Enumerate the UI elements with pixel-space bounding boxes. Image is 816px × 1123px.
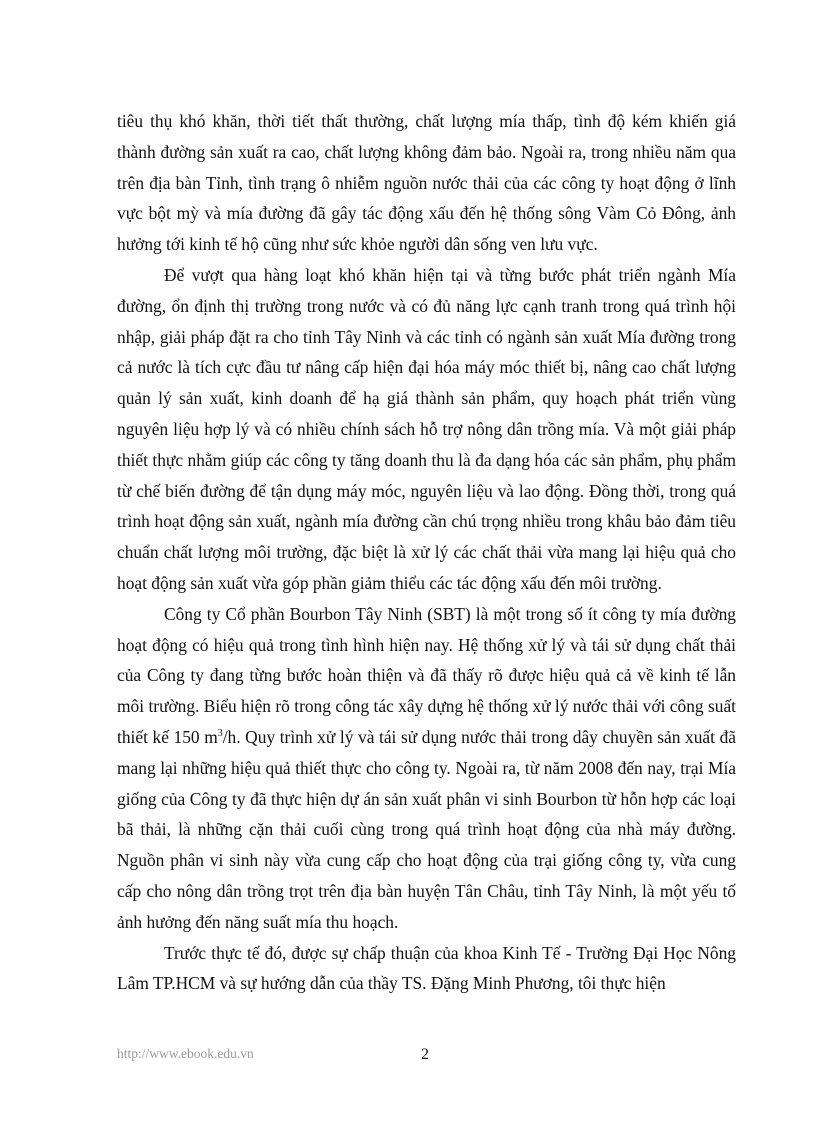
- paragraph-3-part-2: /h. Quy trình xử lý và tái sử dụng nước thải trong dây chuyền sản xuất đã mang lại những hiệu quả thiết thực cho công ty. Ngoài ra, từ năm 2008 đến nay, trại Mía giống của Công ty đã thực hiện dự án sản xuất phân vi sinh Bourbon từ hỗn hợp các loại bã thải, là những cặn thải cuối cùng trong quá trình hoạt động của nhà máy đường. Nguồn phân vi sinh này vừa cung cấp cho hoạt động của trại giống công ty, vừa cung cấp cho nông dân trồng trọt trên địa bàn huyện Tân Châu, tỉnh Tây Ninh, là một yếu tố ảnh hưởng đến năng suất mía thu hoạch.: [117, 726, 736, 932]
- paragraph-3-part-1: Công ty Cổ phần Bourbon Tây Ninh (SBT) là một trong số ít công ty mía đường hoạt động có hiệu quả trong tình hình hiện nay. Hệ thống xử lý và tái sử dụng chất thải của Công ty đang từng bước hoàn thiện và đã thấy rõ được hiệu quả cả về kinh tế lẫn môi trường. Biểu hiện rõ trong công tác xây dựng hệ thống xử lý nước thải với công suất thiết kế 150 m: [117, 603, 736, 747]
- paragraph-3: [117, 599, 736, 938]
- paragraph-4: Trước thực tế đó, được sự chấp thuận của khoa Kinh Tế - Trường Đại Học Nông Lâm TP.HCM và sự hướng dẫn của thầy TS. Đặng Minh Phương, tôi thực hiện: [117, 942, 736, 994]
- footer-url: http://www.ebook.edu.vn: [117, 1046, 254, 1061]
- page-footer: [117, 1046, 736, 1068]
- paragraph-1: tiêu thụ khó khăn, thời tiết thất thường, chất lượng mía thấp, tình độ kém khiến giá thành đường sản xuất ra cao, chất lượng không đảm bảo. Ngoài ra, trong nhiều năm qua trên địa bàn Tỉnh, tình trạng ô nhiễm nguồn nước thải của các công ty hoạt động ở lĩnh vực bột mỳ và mía đường đã gây tác động xấu đến hệ thống sông Vàm Cỏ Đông, ảnh hưởng tới kinh tế hộ cũng như sức khỏe người dân sống ven lưu vực.: [117, 111, 736, 255]
- paragraph-2: Để vượt qua hàng loạt khó khăn hiện tại và từng bước phát triển ngành Mía đường, ổn định thị trường trong nước và có đủ năng lực cạnh tranh trong quá trình hội nhập, giải pháp đặt ra cho tỉnh Tây Ninh và các tỉnh có ngành sản xuất Mía đường trong cả nước là tích cực đầu tư nâng cấp hiện đại hóa máy móc thiết bị, nâng cao chất lượng quản lý sản xuất, kinh doanh để hạ giá thành sản phẩm, quy hoạch phát triển vùng nguyên liệu hợp lý và có nhiều chính sách hỗ trợ nông dân trồng mía. Và một giải pháp thiết thực nhằm giúp các công ty tăng doanh thu là đa dạng hóa các sản phẩm, phụ phẩm từ chế biến đường để tận dụng máy móc, nguyên liệu và lao động. Đồng thời, trong quá trình hoạt động sản xuất, ngành mía đường cần chú trọng nhiều trong khâu bảo đảm tiêu chuẩn chất lượng môi trường, đặc biệt là xử lý các chất thải vừa mang lại hiệu quả cho hoạt động sản xuất vừa góp phần giảm thiểu các tác động xấu đến môi trường.: [117, 264, 736, 593]
- superscript-cubic: 3: [217, 728, 223, 740]
- document-body: [117, 106, 736, 999]
- page-number: 2: [421, 1046, 429, 1063]
